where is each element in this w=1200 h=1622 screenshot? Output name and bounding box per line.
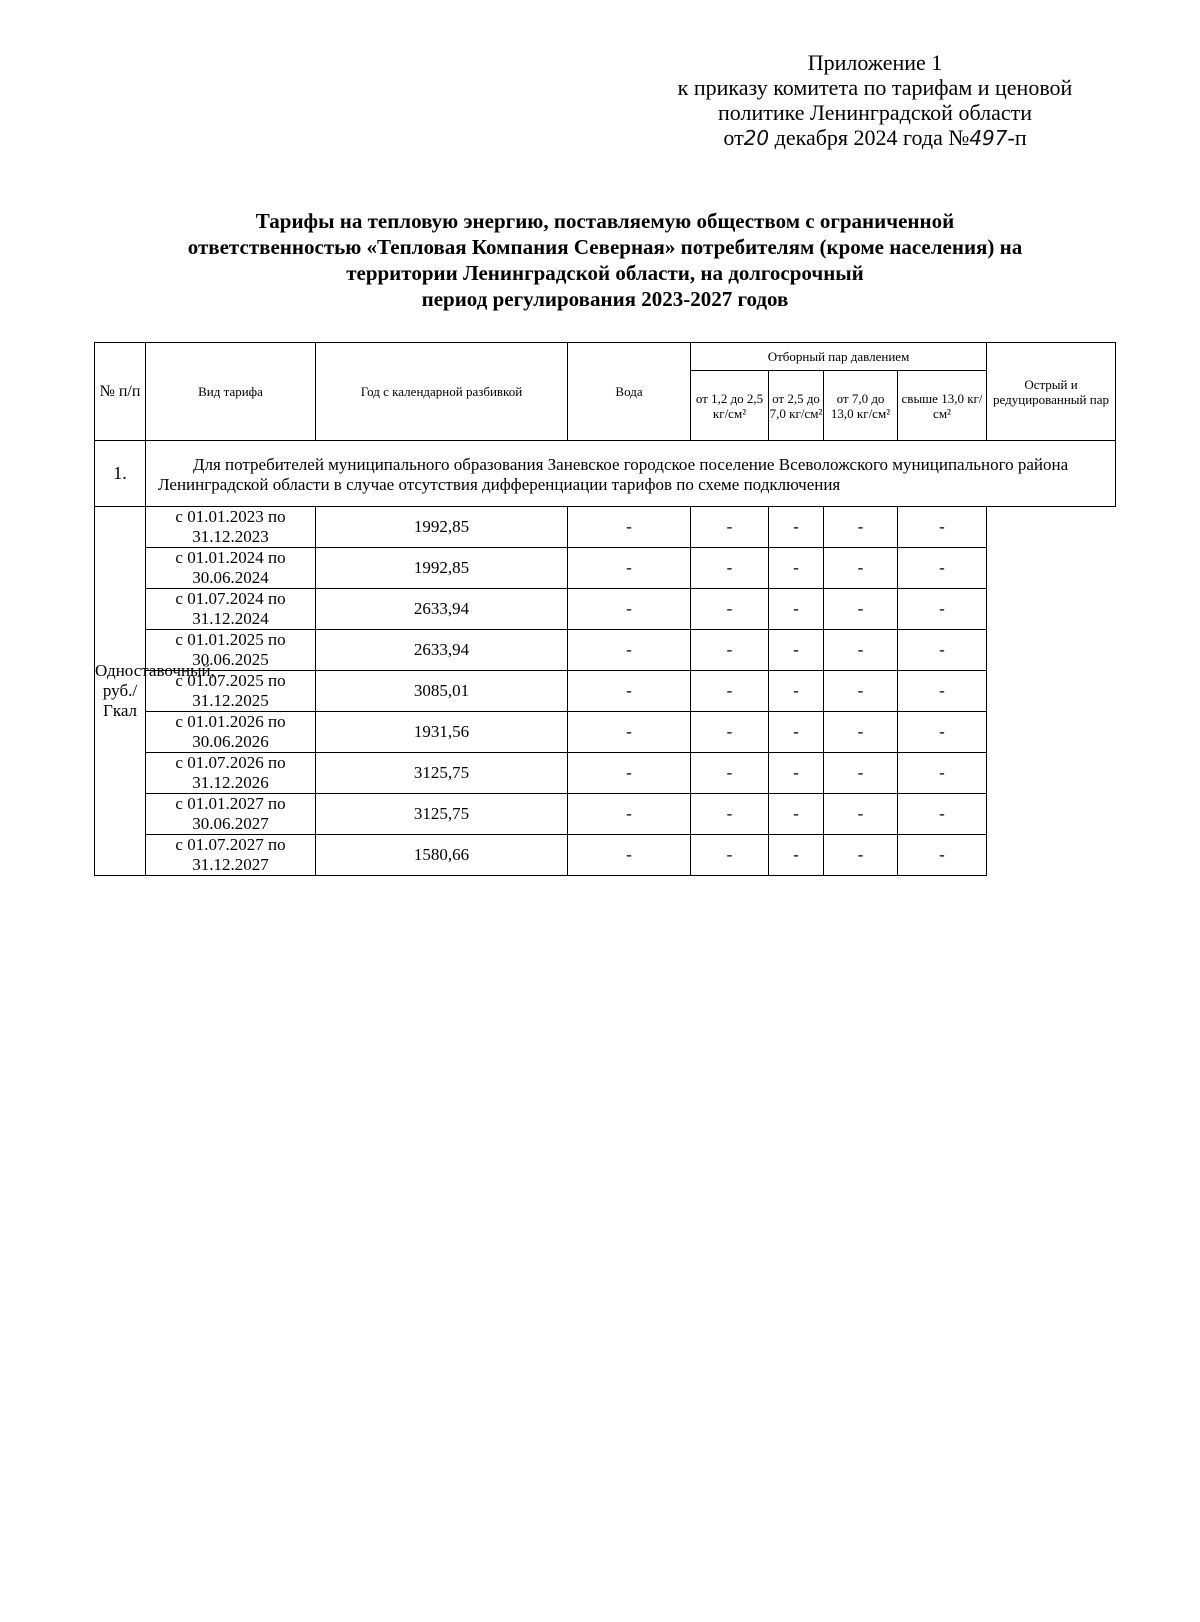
cell-period: с 01.07.2024 по 31.12.2024 — [146, 589, 316, 630]
cell-s1: - — [568, 548, 691, 589]
cell-s3: - — [769, 548, 824, 589]
cell-water: 1931,56 — [316, 712, 568, 753]
cell-s2: - — [691, 712, 769, 753]
title-line-4: период регулирования 2023-2027 годов — [421, 287, 789, 311]
cell-period: с 01.01.2025 по 30.06.2025 — [146, 630, 316, 671]
cell-water: 2633,94 — [316, 630, 568, 671]
committee-line: политике Ленинградской области — [717, 100, 1032, 125]
cell-s3: - — [769, 794, 824, 835]
order-date-line — [640, 125, 1110, 151]
cell-s2: - — [691, 835, 769, 876]
title-line-2: ответственностью «Тепловая Компания Северная» потребителям (кроме населения) на — [187, 235, 1023, 259]
cell-s4: - — [824, 835, 898, 876]
order-suffix: -п — [1007, 125, 1027, 150]
order-reference-line: к приказу комитета по тарифам и ценовой — [677, 75, 1073, 100]
header-sharp-steam: Острый и редуцированный пар — [987, 343, 1116, 441]
cell-water: 2633,94 — [316, 589, 568, 630]
cell-period: с 01.01.2024 по 30.06.2024 — [146, 548, 316, 589]
cell-s1: - — [568, 589, 691, 630]
cell-s1: - — [568, 671, 691, 712]
table-row — [95, 507, 1116, 548]
date-middle: декабря 2024 года № — [774, 125, 970, 150]
cell-water: 3085,01 — [316, 671, 568, 712]
cell-s3: - — [769, 835, 824, 876]
cell-s4: - — [824, 548, 898, 589]
header-steam-2: от 2,5 до 7,0 кг/см² — [769, 371, 824, 441]
cell-s4: - — [824, 589, 898, 630]
cell-s2: - — [691, 630, 769, 671]
cell-sharp: - — [898, 835, 987, 876]
header-number: № п/п — [95, 343, 146, 441]
cell-s2: - — [691, 507, 769, 548]
cell-s1: - — [568, 630, 691, 671]
title-line-1: Тарифы на тепловую энергию, поставляемую обществом с ограниченной — [255, 209, 955, 233]
cell-water: 1992,85 — [316, 548, 568, 589]
title-line-3: территории Ленинградской области, на долгосрочный — [346, 261, 864, 285]
cell-period: с 01.01.2026 по 30.06.2026 — [146, 712, 316, 753]
header-period: Год с календарной разбивкой — [316, 343, 568, 441]
header-steam-group: Отборный пар давлением — [691, 343, 987, 371]
handwritten-order-number: 497 — [969, 126, 1008, 150]
cell-sharp: - — [898, 548, 987, 589]
cell-s2: - — [691, 671, 769, 712]
header-steam-4: свыше 13,0 кг/см² — [898, 371, 987, 441]
cell-s2: - — [691, 548, 769, 589]
table-row — [95, 835, 1116, 876]
table-row — [95, 548, 1116, 589]
cell-sharp: - — [898, 671, 987, 712]
cell-s1: - — [568, 794, 691, 835]
cell-s4: - — [824, 753, 898, 794]
cell-period: с 01.07.2025 по 31.12.2025 — [146, 671, 316, 712]
cell-water: 3125,75 — [316, 794, 568, 835]
table-row — [95, 671, 1116, 712]
cell-s3: - — [769, 630, 824, 671]
cell-s1: - — [568, 712, 691, 753]
cell-s1: - — [568, 835, 691, 876]
table-row — [95, 794, 1116, 835]
tariff-table — [94, 342, 1116, 876]
cell-s3: - — [769, 753, 824, 794]
cell-water: 1992,85 — [316, 507, 568, 548]
cell-s4: - — [824, 794, 898, 835]
cell-s2: - — [691, 589, 769, 630]
cell-s3: - — [769, 507, 824, 548]
header-water: Вода — [568, 343, 691, 441]
cell-s4: - — [824, 630, 898, 671]
cell-s1: - — [568, 753, 691, 794]
cell-water: 3125,75 — [316, 753, 568, 794]
table-row — [95, 630, 1116, 671]
cell-sharp: - — [898, 507, 987, 548]
section-description: Для потребителей муниципального образования Заневское городское поселение Всеволожского муниципального района Ленинградской области в случае отсутствия дифференциации тарифов по схеме подключения — [146, 441, 1116, 507]
table-row — [95, 712, 1116, 753]
cell-sharp: - — [898, 712, 987, 753]
cell-s4: - — [824, 671, 898, 712]
cell-sharp: - — [898, 589, 987, 630]
cell-period: с 01.01.2023 по 31.12.2023 — [146, 507, 316, 548]
document-title — [95, 208, 1115, 312]
cell-sharp: - — [898, 753, 987, 794]
cell-s2: - — [691, 753, 769, 794]
header-steam-1: от 1,2 до 2,5 кг/см² — [691, 371, 769, 441]
tariff-kind-cell: Одноставочный, руб./Гкал — [95, 507, 146, 876]
header-steam-3: от 7,0 до 13,0 кг/см² — [824, 371, 898, 441]
cell-s4: - — [824, 507, 898, 548]
header-tariff-kind: Вид тарифа — [146, 343, 316, 441]
appendix-label: Приложение 1 — [807, 50, 943, 75]
section-number: 1. — [95, 441, 146, 507]
cell-s3: - — [769, 671, 824, 712]
cell-s2: - — [691, 794, 769, 835]
document-header — [640, 50, 1110, 151]
cell-period: с 01.07.2026 по 31.12.2026 — [146, 753, 316, 794]
cell-sharp: - — [898, 630, 987, 671]
cell-s3: - — [769, 589, 824, 630]
table-row — [95, 589, 1116, 630]
cell-s3: - — [769, 712, 824, 753]
date-prefix: от — [723, 125, 744, 150]
cell-sharp: - — [898, 794, 987, 835]
cell-s1: - — [568, 507, 691, 548]
handwritten-day: 20 — [743, 126, 770, 150]
cell-s4: - — [824, 712, 898, 753]
table-row — [95, 753, 1116, 794]
cell-period: с 01.07.2027 по 31.12.2027 — [146, 835, 316, 876]
cell-period: с 01.01.2027 по 30.06.2027 — [146, 794, 316, 835]
cell-water: 1580,66 — [316, 835, 568, 876]
